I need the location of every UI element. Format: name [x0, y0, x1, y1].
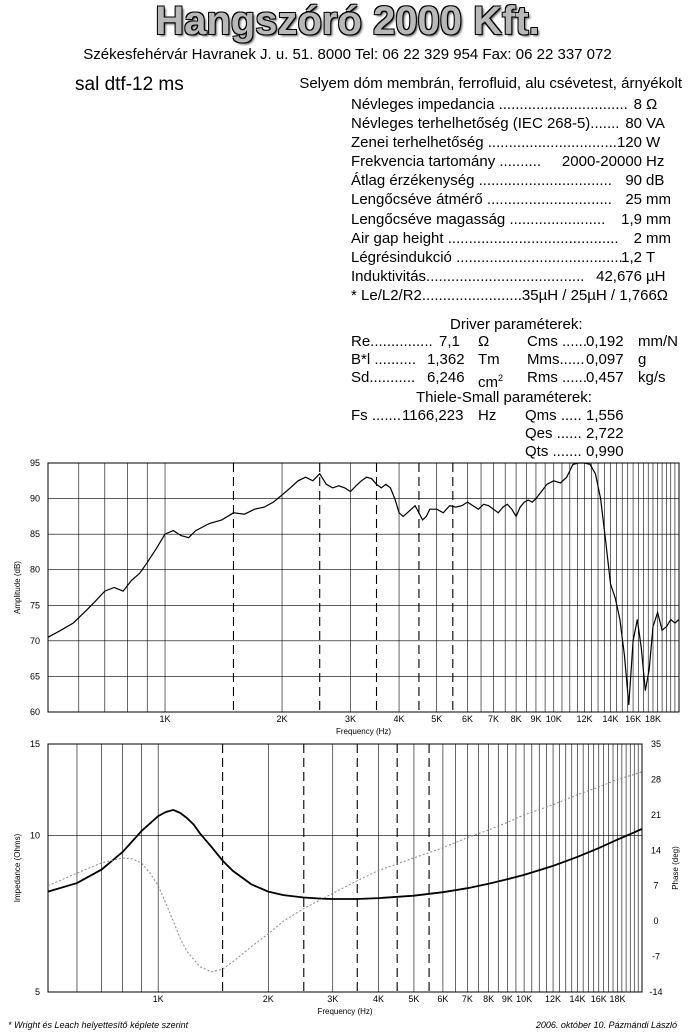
y-tick-label: 80 [29, 564, 40, 575]
x-axis-label: Frequency (Hz) [335, 727, 392, 736]
y-tick-label: 15 [29, 739, 40, 749]
spec-label: * Le/L2/R2........................ [351, 286, 522, 304]
y-axis-label: Impedance (Ohms) [13, 833, 22, 903]
qms-label: Qms ..... [525, 407, 582, 424]
spec-unit: mm [646, 210, 671, 228]
spec-row [351, 114, 681, 133]
x-tick-label: 12K [545, 994, 562, 1004]
spec-value: 2000-20000 [561, 153, 642, 171]
sd-value: 6,246 [427, 369, 465, 386]
spec-label: Lengőcséve magasság ....................... [351, 210, 606, 228]
x-tick-label: 6K [461, 714, 474, 724]
amplitude-chart [0, 458, 695, 738]
spec-label: Átlag érzékenység ................................ [351, 172, 612, 190]
x-tick-label: 4K [372, 994, 384, 1004]
y2-tick-label: -14 [649, 987, 663, 997]
spec-label: Névleges terhelhetőség (IEC 268-5)....... [351, 115, 620, 133]
sd-label: Sd........... [351, 369, 416, 386]
x-tick-label: 16K [590, 994, 607, 1004]
spec-value: 90 [625, 172, 642, 190]
cms-value: 0,192 [586, 333, 624, 350]
x-tick-label: 7K [461, 994, 473, 1004]
mms-label: Mms...... [527, 351, 585, 368]
x-tick-label: 1K [152, 994, 164, 1004]
bl-label: B*l .......... [351, 351, 417, 368]
ts-params-title: Thiele-Small paraméterek: [416, 389, 592, 406]
y2-tick-label: 7 [653, 880, 659, 891]
y2-tick-label: 21 [650, 809, 662, 820]
qes-value: 2,722 [586, 425, 624, 442]
y2-axis-label: Phase (deg) [671, 846, 680, 890]
impedance-chart [0, 738, 695, 1024]
fs-unit: Hz [478, 407, 497, 424]
y-tick-label: 70 [29, 635, 40, 646]
spec-row [351, 95, 681, 114]
x-tick-label: 3K [344, 714, 356, 724]
product-description: Selyem dóm membrán, ferrofluid, alu csévetest, árnyékolt [299, 75, 682, 92]
spec-row [351, 229, 681, 248]
spec-value: 2 [633, 229, 642, 247]
y2-tick-label: 35 [650, 739, 662, 749]
spec-label: Légrésindukció ........................................ [351, 248, 623, 266]
spec-value: 120 [616, 134, 642, 152]
y2-tick-label: 28 [650, 774, 662, 785]
x-tick-label: 7K [488, 714, 500, 724]
spec-row [351, 210, 681, 229]
y-tick-label: 85 [29, 529, 40, 540]
spec-value: 8 [633, 96, 642, 113]
y2-tick-label: -7 [651, 951, 661, 962]
y-tick-label: 75 [29, 600, 40, 611]
spec-label: Névleges impedancia ............................... [351, 96, 628, 113]
x-tick-label: 16K [625, 714, 642, 724]
x-tick-label: 1K [159, 714, 171, 724]
spec-unit: Hz [646, 153, 665, 171]
spec-label: Zenei terhelhetőség ............................... [351, 134, 617, 152]
qts-value: 0,990 [586, 443, 624, 460]
mms-unit: g [638, 351, 647, 368]
x-tick-label: 14K [602, 714, 619, 724]
model-name: sal dtf-12 ms [75, 74, 184, 95]
spec-label: Induktivitás...................................... [351, 267, 585, 285]
x-tick-label: 2K [262, 994, 274, 1004]
x-tick-label: 12K [576, 714, 593, 724]
spec-unit: W [646, 134, 661, 152]
spec-unit: mm [646, 229, 671, 247]
spec-label: Air gap height ......................................... [351, 229, 619, 247]
spec-value: 1,9 [621, 210, 642, 228]
spec-row [351, 190, 681, 209]
company-logo-title: Hangszóró 2000 Kft. [155, 0, 540, 43]
spec-unit: VA [646, 115, 665, 133]
fs-label: Fs ....... [351, 407, 402, 424]
y2-tick-label: 0 [653, 916, 659, 927]
rms-unit: kg/s [638, 369, 666, 386]
x-tick-label: 14K [569, 994, 586, 1004]
spec-value: 80 [625, 115, 642, 133]
driver-params-title: Driver paraméterek: [450, 316, 583, 333]
footnote: * Wright és Leach helyettesítő képlete szerint [8, 1020, 189, 1030]
spec-value: 35µH / 25µH / 1,766Ω [521, 286, 668, 304]
spec-unit: Ω [646, 96, 658, 113]
x-tick-label: 18K [644, 714, 661, 724]
qes-label: Qes ...... [525, 425, 582, 442]
bl-value: 1,362 [427, 351, 465, 368]
y-tick-label: 95 [29, 458, 40, 468]
x-axis-label: Frequency (Hz) [317, 1007, 373, 1016]
x-tick-label: 10K [516, 994, 533, 1004]
x-tick-label: 10K [545, 714, 562, 724]
x-tick-label: 2K [276, 714, 288, 724]
spec-unit: T [646, 248, 656, 266]
re-value: 7,1 [439, 333, 460, 350]
y-tick-label: 90 [29, 493, 40, 504]
spec-row [351, 133, 681, 152]
x-tick-label: 5K [408, 994, 420, 1004]
bl-unit: Tm [478, 351, 500, 368]
spec-list [351, 95, 681, 305]
date-author: 2006. október 10. Pázmándi László [535, 1020, 677, 1030]
spec-unit: µH [646, 267, 666, 285]
spec-row [351, 267, 681, 286]
y-axis-label: Amplitude (dB) [13, 561, 22, 614]
x-tick-label: 9K [501, 994, 513, 1004]
qts-label: Qts ....... [525, 443, 582, 460]
x-tick-label: 6K [437, 994, 449, 1004]
y-tick-label: 5 [34, 987, 40, 997]
sd-unit: $cm^2$ [478, 373, 504, 391]
spec-value: 42,676 [596, 267, 642, 285]
x-tick-label: 18K [609, 994, 626, 1004]
spec-row [351, 152, 681, 171]
spec-label: Lengőcséve átmérő .............................. [351, 191, 612, 209]
re-label: Re............... [351, 333, 433, 350]
x-tick-label: 4K [393, 714, 405, 724]
y-tick-label: 10 [29, 830, 40, 841]
x-tick-label: 9K [530, 714, 542, 724]
spec-unit: mm [646, 191, 671, 209]
y2-tick-label: 14 [650, 845, 662, 856]
x-tick-label: 5K [431, 714, 443, 724]
spec-unit: dB [646, 172, 665, 190]
x-tick-label: 8K [510, 714, 522, 724]
rms-value: 0,457 [586, 369, 624, 386]
spec-label: Frekvencia tartomány .......... [351, 153, 542, 171]
rms-label: Rms ...... [527, 369, 587, 386]
x-tick-label: 3K [327, 994, 339, 1004]
cms-label: Cms ...... [527, 333, 587, 350]
fs-value: 1166,223 [402, 407, 464, 424]
y-tick-label: 65 [29, 671, 40, 682]
x-tick-label: 8K [483, 994, 495, 1004]
y-tick-label: 60 [29, 707, 40, 717]
qms-value: 1,556 [586, 407, 624, 424]
spec-row [351, 171, 681, 190]
cms-unit: mm/N [638, 333, 678, 350]
spec-row [351, 286, 681, 305]
company-address: Székesfehérvár Havranek J. u. 51. 8000 Tel: 06 22 329 954 Fax: 06 22 337 072 [83, 46, 612, 63]
re-unit: Ω [478, 333, 490, 350]
spec-value: 25 [625, 191, 642, 209]
spec-row [351, 248, 681, 267]
mms-value: 0,097 [586, 351, 624, 368]
spec-value: 1,2 [621, 248, 642, 266]
